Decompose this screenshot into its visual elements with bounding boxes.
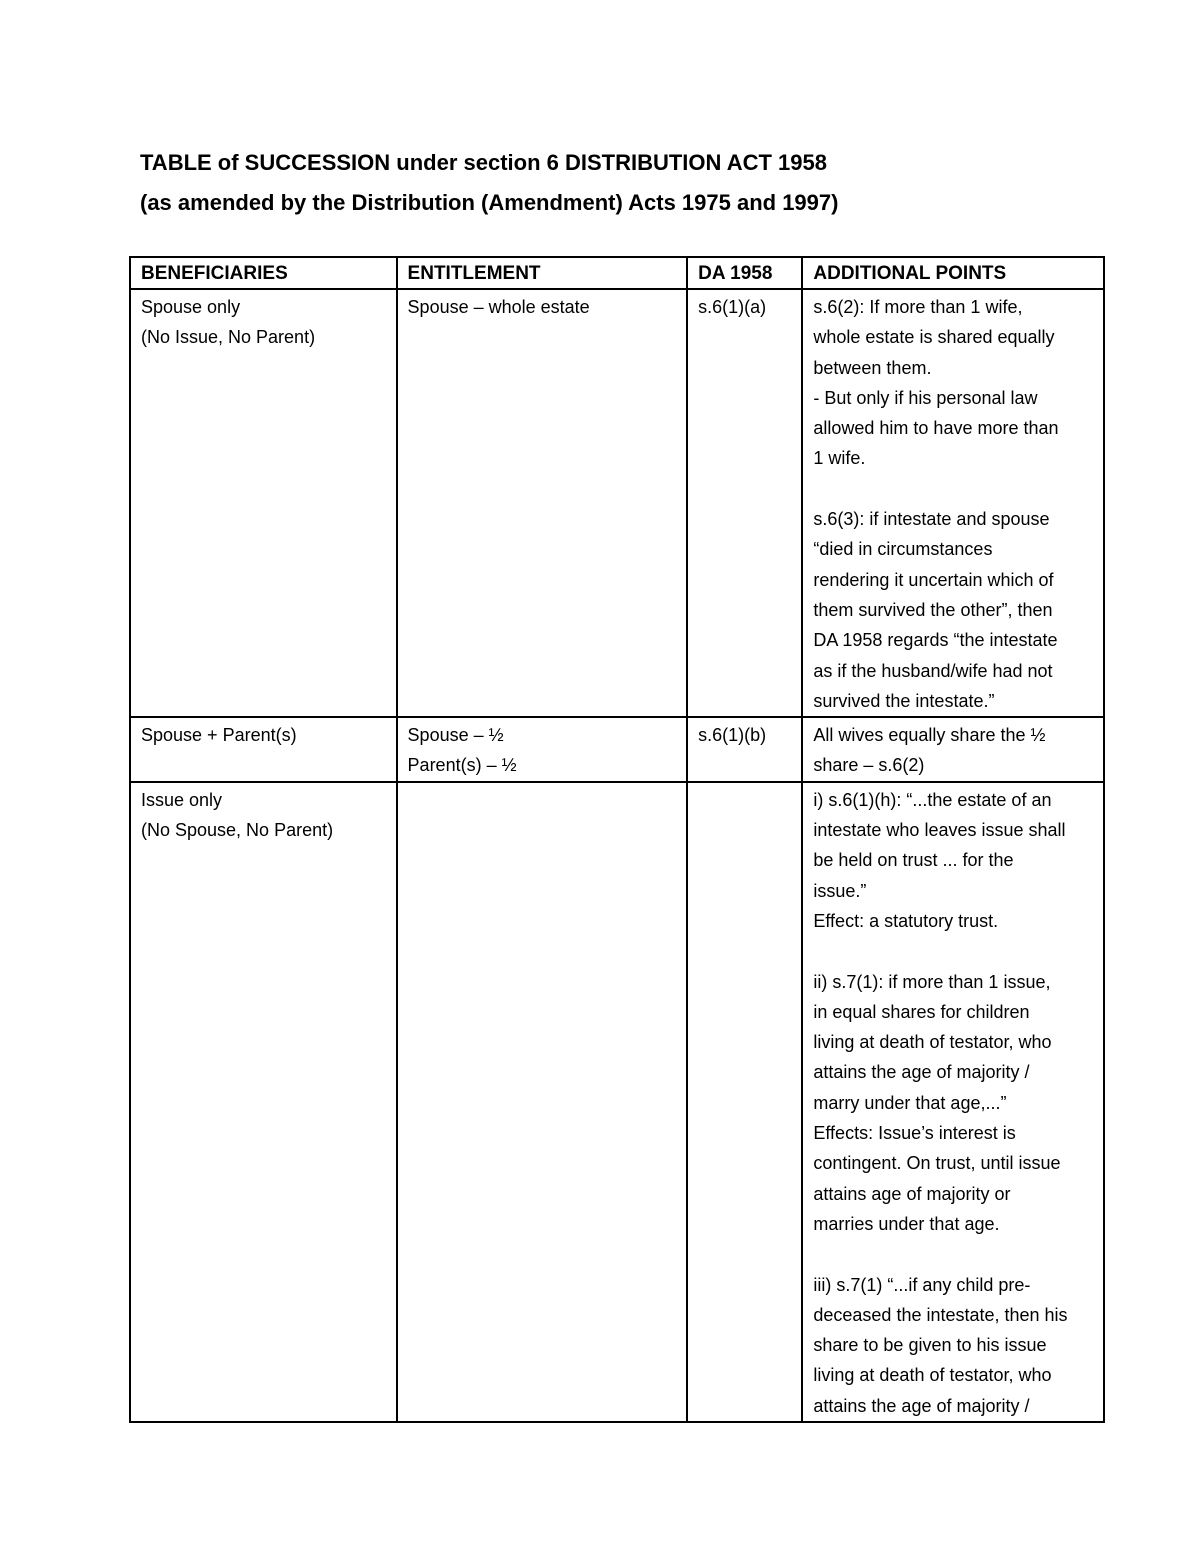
blank-line [813, 936, 1093, 966]
beneficiaries-cell-line: Spouse only [141, 297, 241, 317]
table-body [130, 289, 1104, 1422]
beneficiaries-cell-line: Issue only [141, 789, 223, 810]
table-header-row [130, 257, 1104, 289]
row-issue-only [130, 782, 1104, 1422]
title-line-2: (as amended by the Distribution (Amendment) Acts 1975 and 1997) [140, 190, 839, 215]
beneficiaries-cell [130, 782, 397, 1422]
blank-line [813, 474, 1093, 504]
additional-points-cell-line: marries under that age. [813, 1213, 1000, 1234]
additional-points-cell-line: All wives equally share the ½ [813, 725, 1046, 746]
additional-points-cell-line: share – s.6(2) [813, 755, 925, 776]
additional-points-cell-line: between them. [813, 357, 932, 378]
header-beneficiaries: BENEFICIARIES [130, 257, 397, 289]
additional-points-cell-line: “died in circumstances [813, 539, 993, 560]
entitlement-cell [397, 782, 688, 1422]
additional-points-cell-line: s.6(3): if intestate and spouse [813, 509, 1050, 530]
additional-points-cell-line: share to be given to his issue [813, 1335, 1047, 1356]
document-title [140, 143, 1100, 223]
title-line-1: TABLE of SUCCESSION under section 6 DISTRIBUTION ACT 1958 [140, 150, 827, 175]
additional-points-cell-line: deceased the intestate, then his [813, 1304, 1068, 1325]
row-spouse-only [130, 289, 1104, 717]
additional-points-cell-line: marry under that age,...” [813, 1092, 1007, 1113]
additional-points-cell-line: attains the age of majority / [813, 1062, 1030, 1083]
additional-points-cell-line: rendering it uncertain which of [813, 569, 1054, 590]
additional-points-cell-line: attains the age of majority / [813, 1395, 1030, 1416]
beneficiaries-cell [130, 717, 397, 782]
additional-points-cell-line: ii) s.7(1): if more than 1 issue, [813, 971, 1051, 992]
additional-points-cell-line: contingent. On trust, until issue [813, 1153, 1061, 1174]
additional-points-cell-line: be held on trust ... for the [813, 850, 1014, 871]
entitlement-cell-line: Spouse – ½ [407, 725, 504, 746]
additional-points-cell [802, 782, 1104, 1422]
additional-points-cell-line: i) s.6(1)(h): “...the estate of an [813, 789, 1052, 810]
additional-points-cell-line: allowed him to have more than [813, 418, 1059, 439]
da-1958-cell: s.6(1)(b) [687, 717, 802, 782]
additional-points-cell-line: them survived the other”, then [813, 599, 1053, 620]
beneficiaries-cell-line: (No Spouse, No Parent) [141, 820, 334, 841]
additional-points-cell-line: living at death of testator, who [813, 1365, 1052, 1386]
blank-line [813, 1239, 1093, 1269]
entitlement-cell-line: Parent(s) – ½ [407, 755, 517, 776]
additional-points-cell-line: Effects: Issue’s interest is [813, 1123, 1016, 1144]
additional-points-cell-line: Effect: a statutory trust. [813, 910, 999, 931]
additional-points-cell-line: - But only if his personal law [813, 387, 1038, 408]
da-1958-cell [687, 782, 802, 1422]
entitlement-cell-line: Spouse – whole estate [407, 297, 590, 317]
additional-points-cell-line: attains age of majority or [813, 1183, 1011, 1204]
header-additional-points: ADDITIONAL POINTS [802, 257, 1104, 289]
additional-points-cell-line: iii) s.7(1) “...if any child pre- [813, 1274, 1031, 1295]
additional-points-cell-line: survived the intestate.” [813, 690, 995, 711]
additional-points-cell-line: living at death of testator, who [813, 1032, 1052, 1053]
additional-points-cell-line: 1 wife. [813, 448, 866, 469]
additional-points-cell-line: as if the husband/wife had not [813, 660, 1053, 681]
entitlement-cell [397, 717, 688, 782]
header-entitlement: ENTITLEMENT [397, 257, 688, 289]
additional-points-cell-line: issue.” [813, 880, 867, 901]
additional-points-cell-line: whole estate is shared equally [813, 327, 1055, 348]
header-da-1958: DA 1958 [687, 257, 802, 289]
da-1958-cell: s.6(1)(a) [687, 289, 802, 717]
beneficiaries-cell [130, 289, 397, 717]
additional-points-cell-line: in equal shares for children [813, 1001, 1030, 1022]
additional-points-cell-line: s.6(2): If more than 1 wife, [813, 297, 1023, 317]
entitlement-cell [397, 289, 688, 717]
additional-points-cell-line: DA 1958 regards “the intestate [813, 630, 1058, 651]
beneficiaries-cell-line: Spouse + Parent(s) [141, 725, 297, 746]
additional-points-cell-line: intestate who leaves issue shall [813, 820, 1066, 841]
beneficiaries-cell-line: (No Issue, No Parent) [141, 327, 316, 348]
succession-table [129, 256, 1105, 1423]
row-spouse-parent [130, 717, 1104, 782]
additional-points-cell [802, 289, 1104, 717]
additional-points-cell [802, 717, 1104, 782]
